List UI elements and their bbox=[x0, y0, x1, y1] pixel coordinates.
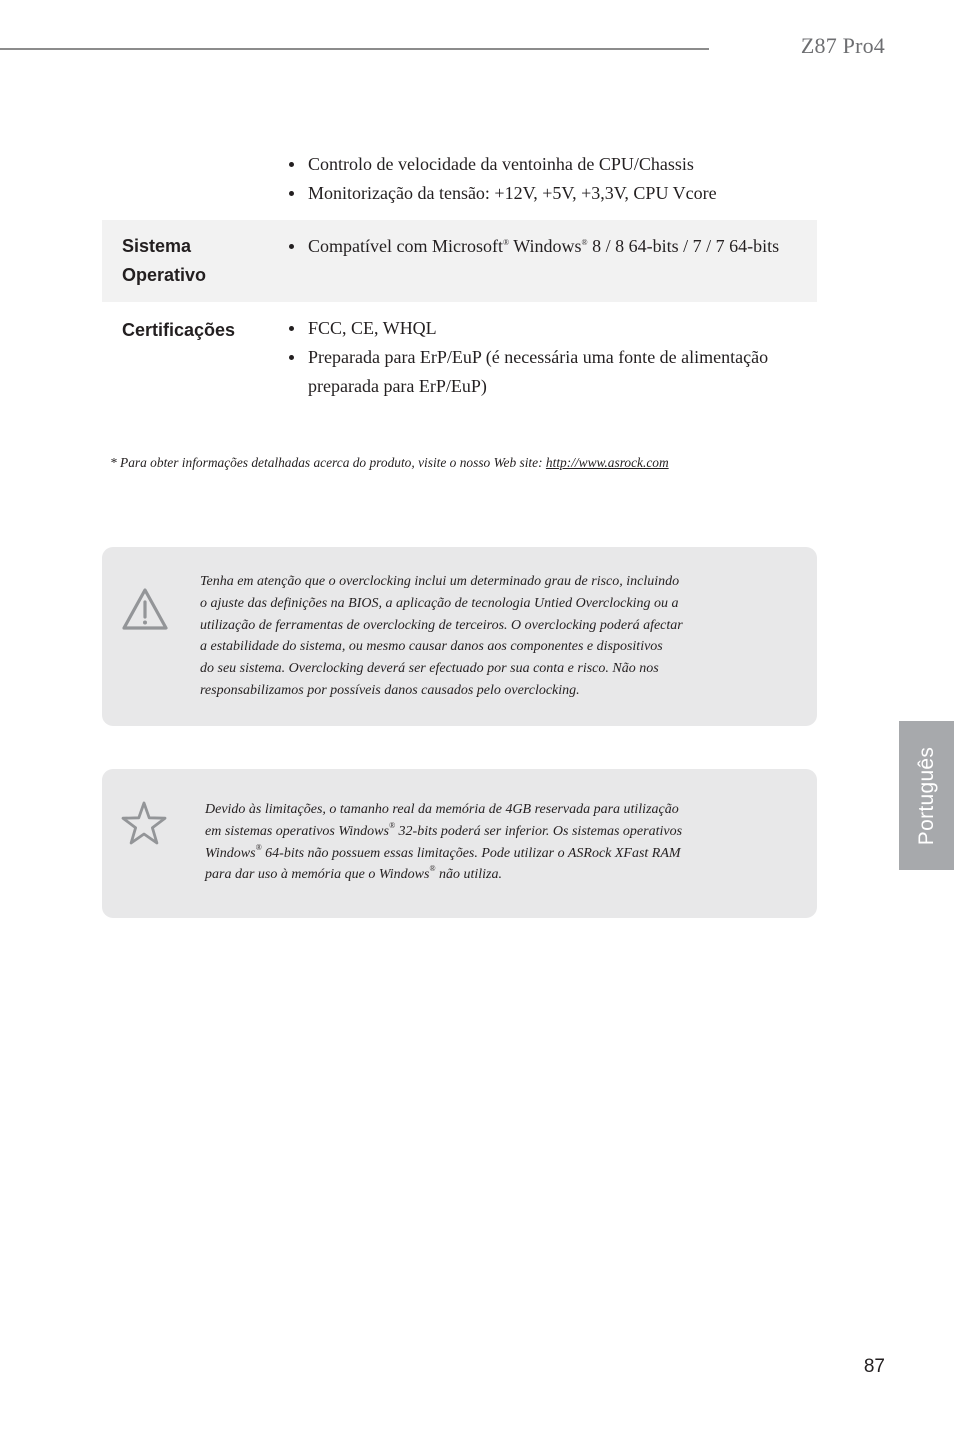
spec-row-certifications bbox=[102, 302, 817, 412]
star-icon bbox=[120, 800, 168, 846]
os-item-prefix: Compatível com Microsoft bbox=[308, 236, 503, 256]
memory-note-line bbox=[205, 821, 805, 843]
caution-line: responsabilizamos por possíveis danos causados pelo overclocking. bbox=[200, 682, 580, 698]
os-item-mid: Windows bbox=[509, 236, 582, 256]
caution-line: o ajuste das definições na BIOS, a aplicação de tecnologia Untied Overclocking ou a bbox=[200, 595, 679, 611]
caution-line: do seu sistema. Overclocking deverá ser efectuado por sua conta e risco. Não nos bbox=[200, 661, 659, 677]
list-item: FCC, CE, WHQL bbox=[286, 314, 796, 343]
warning-triangle-icon bbox=[121, 587, 169, 631]
memory-note-line bbox=[205, 843, 805, 865]
continued-list bbox=[286, 150, 796, 208]
caution-line: Tenha em atenção que o overclocking inclui um determinado grau de risco, incluindo bbox=[200, 574, 680, 589]
caution-text bbox=[200, 571, 800, 702]
footnote-text: * Para obter informações detalhadas acerca do produto, visite o nosso Web site: bbox=[110, 455, 546, 470]
caution-line: a estabilidade do sistema, ou mesmo causar danos aos componentes e dispositivos bbox=[200, 639, 663, 655]
memory-note-fragment: em sistemas operativos Windows bbox=[205, 823, 389, 839]
os-item-rest: 8 / 8 64-bits / 7 / 7 64-bits bbox=[587, 236, 780, 256]
list-item: Monitorização da tensão: +12V, +5V, +3,3V, CPU Vcore bbox=[286, 179, 796, 208]
registered-mark: ® bbox=[502, 238, 510, 247]
memory-note-fragment: 32-bits poderá ser inferior. Os sistemas operativos bbox=[395, 823, 683, 839]
certifications-list bbox=[286, 314, 796, 401]
os-label-line2: Operativo bbox=[122, 265, 207, 285]
memory-note-fragment: Windows bbox=[205, 845, 256, 861]
footnote bbox=[110, 455, 669, 471]
memory-note-fragment: não utiliza. bbox=[435, 867, 502, 883]
memory-note-text bbox=[205, 799, 805, 886]
language-tab bbox=[899, 721, 954, 870]
list-item: Controlo de velocidade da ventoinha de CPU/Chassis bbox=[286, 150, 796, 179]
memory-note-box bbox=[102, 769, 817, 918]
memory-note-fragment: para dar uso à memória que o Windows bbox=[205, 867, 430, 883]
page-number: 87 bbox=[863, 1356, 885, 1377]
caution-line: utilização de ferramentas de overclocking de terceiros. O overclocking poderá afectar bbox=[200, 617, 683, 633]
model-title: Z87 Pro4 bbox=[800, 33, 885, 58]
spec-row-os bbox=[102, 220, 817, 302]
registered-mark: ® bbox=[255, 842, 262, 852]
list-item: Preparada para ErP/EuP (é necessária uma fonte de alimentação preparada para ErP/EuP) bbox=[286, 343, 796, 401]
memory-note-line: Devido às limitações, o tamanho real da memória de 4GB reservada para utilização bbox=[205, 802, 679, 817]
registered-mark: ® bbox=[388, 820, 396, 830]
memory-note-line bbox=[205, 864, 805, 886]
os-list bbox=[286, 232, 796, 261]
website-link[interactable]: http://www.asrock.com bbox=[545, 455, 669, 470]
certifications-label: Certificações bbox=[122, 320, 236, 340]
registered-mark: ® bbox=[429, 864, 436, 874]
list-item bbox=[286, 232, 796, 261]
language-tab-label: Português bbox=[914, 746, 938, 845]
registered-mark: ® bbox=[581, 238, 588, 247]
os-label bbox=[122, 232, 206, 290]
spec-row-continued bbox=[102, 148, 817, 214]
header-rule bbox=[0, 48, 709, 50]
caution-box bbox=[102, 547, 817, 726]
os-label-line1: Sistema bbox=[122, 236, 192, 256]
memory-note-fragment: 64-bits não possuem essas limitações. Pode utilizar o ASRock XFast RAM bbox=[261, 845, 681, 861]
